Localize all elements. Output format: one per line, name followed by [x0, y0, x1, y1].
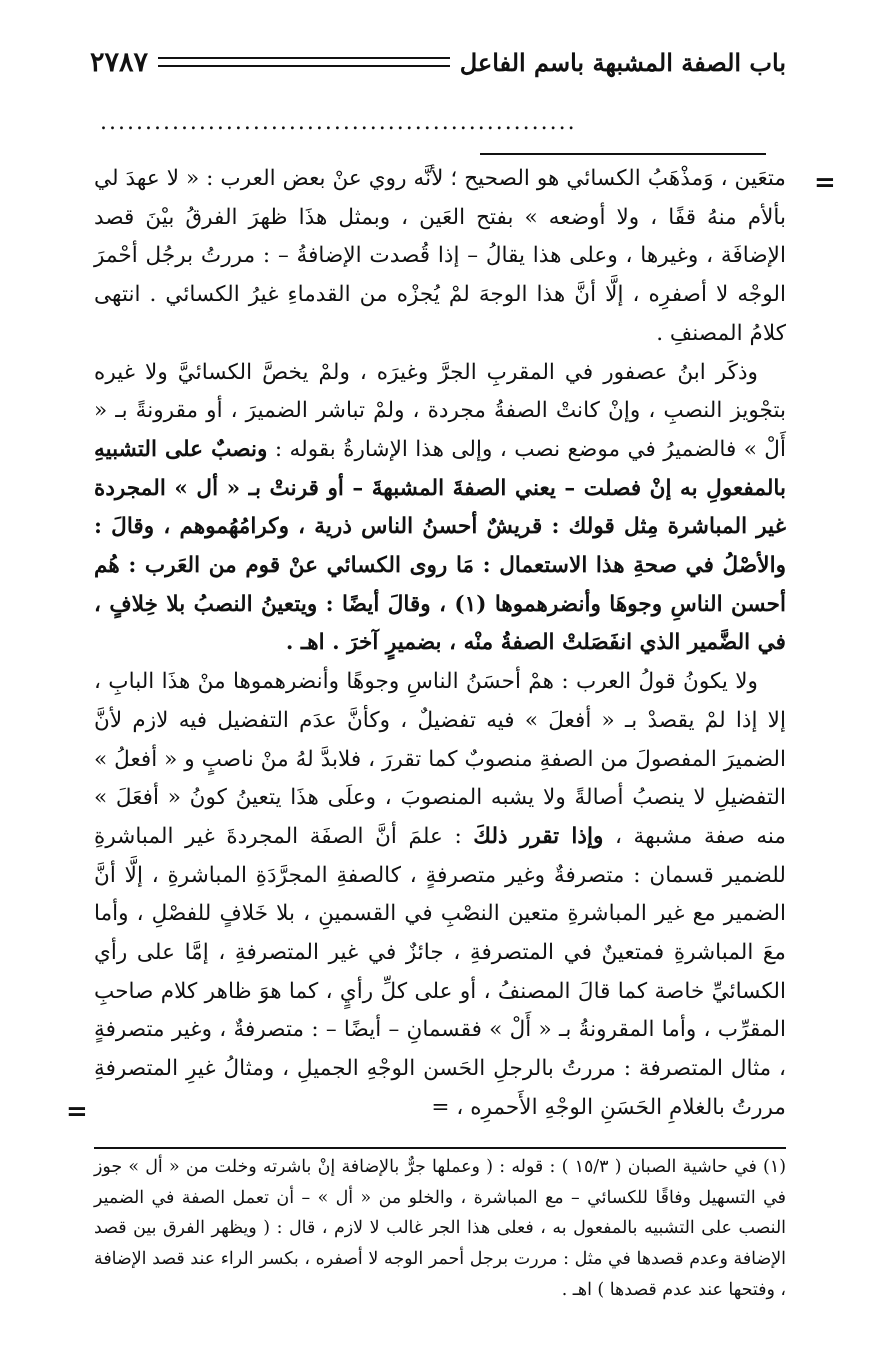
paragraph-text: ولا يكونُ قولُ العرب : همْ أحسَنُ الناسِ وجوهًا وأنضرهموها منْ هذَا البابِ ، إلا إذا لمْ يقصدْ بـ « أفعلَ » فيه تفضيلٌ ، وكأنَّ عدَم التفضيل فيه لازم لأنَّ الضميرَ المفصولَ من الصفةِ منصوبٌ كما تقررَ ، فلابدَّ لهُ منْ ناصبٍ و « أفعلُ » التفضيلِ لا ينصبُ أصالةً ولا يشبه المنصوبَ ، وعلَى هذَا يتعينُ كونُ « أفعَلَ » منه صفة مشبهة ،	[94, 669, 786, 849]
dotted-separator: .....................................................	[100, 110, 577, 135]
paragraph-text: وإذا تقرر ذلكَ : علمَ أنَّ الصفَة المجردةَ غير المباشرةِ للضمير قسمان : متصرفةٌ وغير متصرفةٍ ، كالصفةِ المجرَّدَةِ المباشرةِ ، إلَّا أنَّ الضمير مع غير المباشرةِ متعين النصْبِ في القسمينِ ، بلا خَلافٍ للفصْلِ ، وأما معَ المباشرةِ فمتعينٌ في المتصرفةِ ، جائزٌ في غير المتصرفةِ ، إمَّا على رأي الكسائيِّ خاصة كما قالَ المصنفُ ، أو على كلِّ رأيٍ ، كما هوَ ظاهر كلام صاحبِ المقرِّب ، وأما المقرونةُ بـ « أَلْ » فقسمانِ – أيضًا – : متصرفةٌ ، وغير متصرفةٍ ، مثال المتصرفة : مررتُ بالرجلِ الحَسن الوجْهِ الجميلِ ، ومثالُ غيرِ المتصرفةِ مررتُ بالغلامِ الحَسَنِ الوجْهِ الأَحمرِه ، =	[94, 823, 786, 1120]
paragraph	[94, 663, 786, 1127]
page-number: ٢٧٨٧	[90, 46, 149, 78]
chapter-title: باب الصفة المشبهة باسم الفاعل	[459, 47, 786, 77]
continuation-mark-bottom: =	[66, 1097, 88, 1127]
paragraph	[94, 354, 786, 664]
footnote: (١) في حاشية الصبان ( ١٥/٣ ) : قوله : ( وعملها جرٌّ بالإضافة إنْ باشرته وخلت من « أل » جوز في التسهيل وفاقًا للكسائي – مع المباشرة ، والخلو من « أل » – أن تعمل الصفة في الضمير النصب على التشبيه بالمفعول به ، فعلى هذا الجر غالب لا لازم ، قال : ( ويظهر الفرق بين قصد الإضافة وعدم قصدها في مثل : مررت برجل أحمر الوجه لا أصفره ، بكسر الراء عند قصد الإضافة ، وفتحها عند عدم قصدها ) اهـ .	[94, 1157, 786, 1300]
bold-quote: ونصبٌ على التشبيهِ بالمفعولِ به إنْ فصلت – يعني الصفةَ المشبهةَ – أو قرنتْ بـ « أل » المجردة غير المباشرة مِثل قولك : قريشٌ أحسنُ الناس ذرية ، وكرامُهُموهم ، وقالَ : والأصْلُ في صحةِ هذا الاستعمال : مَا روى الكسائي عنْ قوم من العَرب : هُم أحسن الناسِ وجوهَا وأنضرهموها (١) ، وقالَ أيضًا : ويتعينُ النصبُ بلا خِلافٍ ، في الضَّمير الذي انفَصَلتْ الصفةُ منْه ، بضميرٍ آخرَ . اهـ .	[94, 436, 786, 656]
footnote-rule	[94, 1147, 786, 1149]
paragraph-text: وذكَر ابنُ عصفور في المقربِ الجرَّ وغيرَه ، ولمْ يخصَّ الكسائيَّ ولا غيره بتجْويز النصبِ ، وإنْ كانتْ الصفةُ مجردة ، ولمْ تباشر الضميرَ ، أو مقرونةً بـ « أَلْ » فالضميرُ في موضع نصب ، وإلى هذا الإشارةُ بقوله :	[94, 359, 786, 462]
top-rule	[480, 153, 766, 155]
header-rule	[158, 57, 450, 67]
paragraph: متعَين ، وَمذْهَبُ الكسائي هو الصحيح ؛ لأنَّه روي عنْ بعض العرب : « لا عهدَ لي بألأم منهُ قفًا ، ولا أوضعه » بفتح العَين ، وبمثل هذَا ظهرَ الفرقُ بيْنَ قصد الإضافَة ، وغيرها ، وعلى هذا يقالُ – إذا قُصدت الإضافةُ – : مررتُ برجُل أحْمرَ الوجْه لا أصفرِه ، إلَّا أنَّ هذا الوجهَ لمْ يُجزْه من القدماءِ غيرُ الكسائي . انتهى كلامُ المصنفِ .	[94, 166, 786, 346]
main-text	[94, 160, 786, 1128]
continuation-mark-top: =	[814, 168, 836, 198]
footnotes	[94, 1152, 786, 1306]
page-header	[90, 34, 786, 90]
bold-phrase: وإذا تقرر ذلكَ	[473, 823, 604, 849]
